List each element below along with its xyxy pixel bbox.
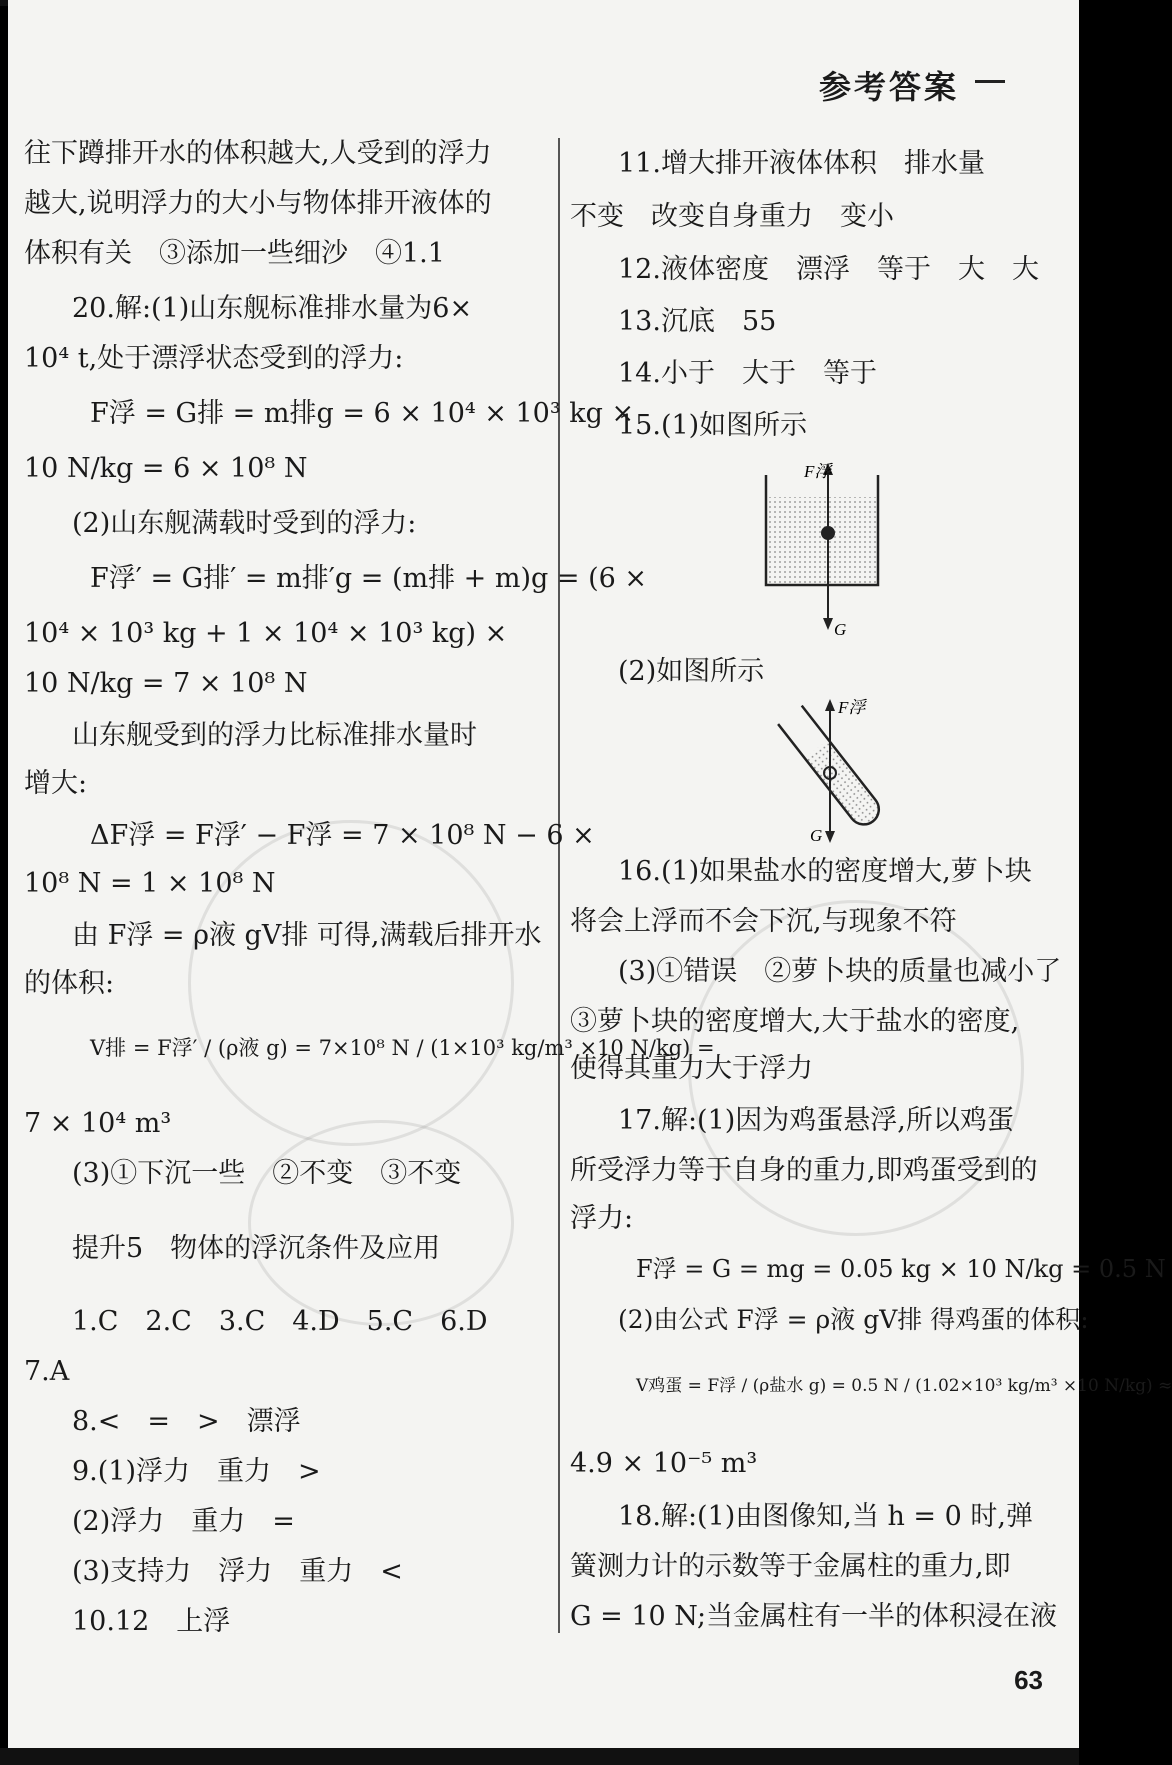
formula-line: 7 × 10⁴ m³ [24, 1108, 172, 1139]
formula-line: 10⁸ N = 1 × 10⁸ N [24, 868, 276, 899]
formula-line: 10⁴ × 10³ kg + 1 × 10⁴ × 10³ kg) × [24, 618, 508, 649]
text-line: ③萝卜块的密度增大,大于盐水的密度, [570, 1006, 1020, 1037]
text-line: (2)由公式 F浮 = ρ液 gV排 得鸡蛋的体积: [618, 1305, 1089, 1334]
force-label-up: F浮 [838, 698, 866, 717]
answer-line: 1.C 2.C 3.C 4.D 5.C 6.D [72, 1306, 488, 1337]
text-line: 16.(1)如果盐水的密度增大,萝卜块 [618, 856, 1032, 887]
formula-line: F浮 = G = mg = 0.05 kg × 10 N/kg = 0.5 N [636, 1255, 1166, 1283]
answer-line: (2)浮力 重力 = [72, 1506, 295, 1537]
text-line: 18.解:(1)由图像知,当 h = 0 时,弹 [618, 1501, 1033, 1532]
formula-line: F浮′ = G排′ = m排′g = (m排 + m)g = (6 × [90, 563, 647, 594]
formula-line: ΔF浮 = F浮′ − F浮 = 7 × 10⁸ N − 6 × [90, 820, 595, 851]
text-line: 浮力: [570, 1203, 634, 1234]
text-line: 10⁴ t,处于漂浮状态受到的浮力: [24, 343, 404, 374]
page-number: 63 [1014, 1665, 1043, 1695]
text-line: (3)①错误 ②萝卜块的质量也减小了 [618, 956, 1062, 987]
text-line: 体积有关 ③添加一些细沙 ④1.1 [24, 238, 445, 269]
figure-test-tube [768, 695, 898, 845]
answer-line: 9.(1)浮力 重力 > [72, 1456, 321, 1487]
text-line: 所受浮力等于自身的重力,即鸡蛋受到的 [570, 1155, 1038, 1186]
arrow-down-icon [825, 831, 835, 843]
column-divider [558, 138, 560, 1633]
formula-line: V鸡蛋 = F浮 / (ρ盐水 g) = 0.5 N / (1.02×10³ kg/m³ ×10 N/kg) ≈ [636, 1376, 1172, 1396]
answer-line: 10.12 上浮 [72, 1606, 231, 1637]
force-label-up: F浮 [804, 462, 832, 481]
answer-line: (3)支持力 浮力 重力 < [72, 1556, 403, 1587]
formula-line: 10 N/kg = 7 × 10⁸ N [24, 668, 308, 699]
text-line: 17.解:(1)因为鸡蛋悬浮,所以鸡蛋 [618, 1105, 1014, 1136]
force-label-down: G [810, 826, 823, 845]
document-page [8, 0, 1172, 1765]
answer-line: 12.液体密度 漂浮 等于 大 大 [618, 254, 1039, 285]
text-line: 越大,说明浮力的大小与物体排开液体的 [24, 188, 492, 219]
arrow-up-icon [825, 699, 835, 711]
page-header: 参考答案 [818, 68, 959, 106]
text-line: 使得其重力大于浮力 [570, 1053, 813, 1084]
force-label-down: G [834, 620, 847, 639]
section-heading: 提升5 物体的浮沉条件及应用 [72, 1233, 441, 1264]
text-line: 的体积: [24, 968, 115, 999]
answer-line: 7.A [24, 1356, 70, 1387]
answer-line: 15.(1)如图所示 [618, 410, 808, 441]
text-line: (2)山东舰满载时受到的浮力: [72, 508, 417, 539]
text-line: 簧测力计的示数等于金属柱的重力,即 [570, 1551, 1011, 1582]
answer-line: 14.小于 大于 等于 [618, 358, 877, 389]
formula-line: 10 N/kg = 6 × 10⁸ N [24, 453, 308, 484]
formula-line: V排 = F浮′ / (ρ液 g) = 7×10⁸ N / (1×10³ kg/m³ ×10 N/kg) = [90, 1036, 715, 1060]
text-line: 增大: [24, 768, 88, 799]
formula-line: 4.9 × 10⁻⁵ m³ [570, 1448, 758, 1479]
text-line: 往下蹲排开水的体积越大,人受到的浮力 [24, 138, 492, 169]
watermark-circle [248, 1120, 514, 1326]
answer-line: 11.增大排开液体体积 排水量 [618, 148, 985, 179]
text-line: 20.解:(1)山东舰标准排水量为6× [72, 293, 473, 324]
text-line: (3)①下沉一些 ②不变 ③不变 [72, 1158, 462, 1189]
text-line: 由 F浮 = ρ液 gV排 可得,满载后排开水 [72, 920, 542, 951]
answer-line: 8.< = > 漂浮 [72, 1406, 301, 1437]
bottom-border [0, 1748, 1079, 1765]
answer-line: 不变 改变自身重力 变小 [570, 201, 894, 232]
answer-line: (2)如图所示 [618, 656, 765, 687]
tube-liquid [805, 739, 885, 830]
header-dash [975, 80, 1005, 83]
answer-line: 13.沉底 55 [618, 306, 777, 337]
ball [821, 526, 835, 540]
arrow-down-icon [823, 618, 833, 630]
text-line: 山东舰受到的浮力比标准排水量时 [72, 720, 477, 751]
text-line: 将会上浮而不会下沉,与现象不符 [570, 906, 957, 937]
figure-beaker [758, 455, 888, 645]
water [768, 497, 876, 583]
text-line: G = 10 N;当金属柱有一半的体积浸在液 [570, 1601, 1058, 1632]
formula-line: F浮 = G排 = m排g = 6 × 10⁴ × 10³ kg × [90, 398, 635, 429]
